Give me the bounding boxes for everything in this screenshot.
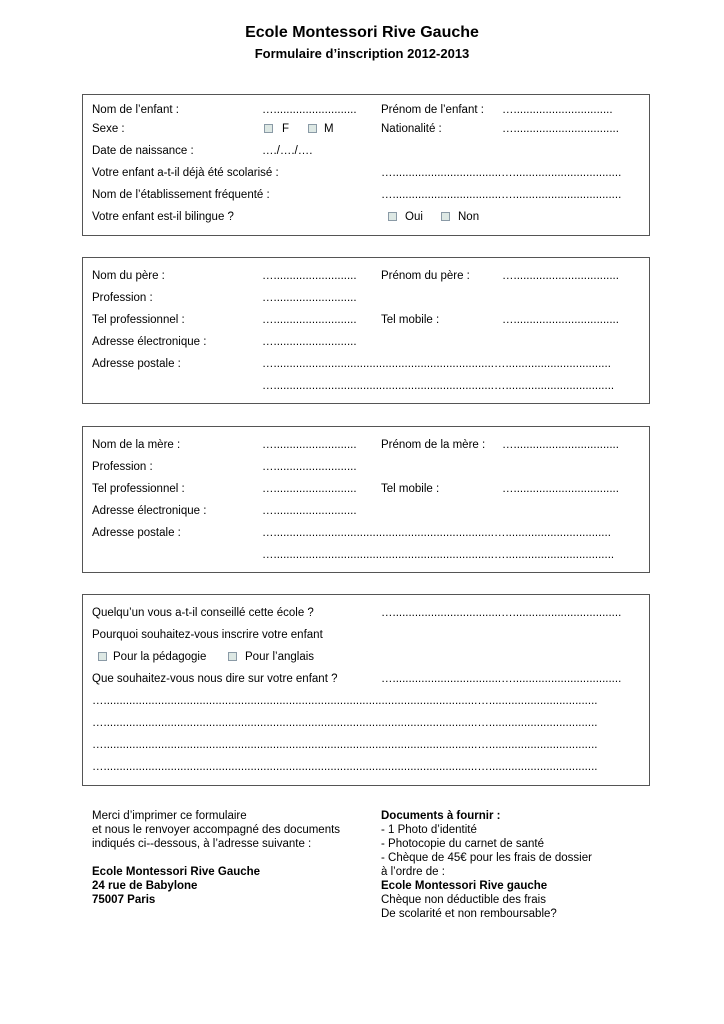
mother-work-phone-label: Tel professionnel : [92, 483, 185, 495]
bilingual-yes-label: Oui [405, 211, 423, 223]
father-address-line1[interactable]: ….....................................................................…................................. [262, 358, 611, 370]
english-checkbox[interactable] [228, 652, 237, 661]
father-address-label: Adresse postale : [92, 358, 181, 370]
sex-m-checkbox[interactable] [308, 124, 317, 133]
sex-f-checkbox[interactable] [264, 124, 273, 133]
document-item: - Photocopie du carnet de santé [381, 838, 545, 850]
referral-field[interactable]: …..................................….................................. [381, 607, 622, 619]
comments-line[interactable]: ….....................................................................................................................….................................. [92, 761, 598, 773]
father-profession-label: Profession : [92, 292, 153, 304]
mother-email-field[interactable]: ….......................... [262, 505, 357, 517]
child-firstname-label: Prénom de l’enfant : [381, 104, 484, 116]
document-note: De scolarité et non remboursable? [381, 908, 557, 920]
father-address-line2[interactable]: ….....................................................................….................................. [262, 380, 615, 392]
father-name-label: Nom du père : [92, 270, 165, 282]
father-mobile-label: Tel mobile : [381, 314, 440, 326]
reason-label: Pourquoi souhaitez-vous inscrire votre enfant [92, 629, 323, 641]
father-work-phone-label: Tel professionnel : [92, 314, 185, 326]
mother-name-field[interactable]: ….......................... [262, 439, 357, 451]
father-work-phone-field[interactable]: ….......................... [262, 314, 357, 326]
pedagogy-label: Pour la pédagogie [113, 651, 207, 663]
questions-section [82, 594, 650, 786]
mother-firstname-label: Prénom de la mère : [381, 439, 486, 451]
document-note: Chèque non déductible des frais [381, 894, 546, 906]
school-name-field[interactable]: …..................................….................................. [381, 189, 622, 201]
footer-text: indiqués ci--dessous, à l’adresse suivante : [92, 838, 312, 850]
schooled-label: Votre enfant a-t-il déjà été scolarisé : [92, 167, 279, 179]
father-firstname-field[interactable]: …................................. [502, 270, 619, 282]
bilingual-no-label: Non [458, 211, 480, 223]
nationality-field[interactable]: …................................. [502, 123, 619, 135]
documents-title: Documents à fournir : [381, 810, 501, 822]
father-mobile-field[interactable]: …................................. [502, 314, 619, 326]
school-address-name: Ecole Montessori Rive Gauche [92, 866, 261, 878]
mother-mobile-field[interactable]: …................................. [502, 483, 619, 495]
mother-profession-label: Profession : [92, 461, 153, 473]
sex-m-label: M [324, 123, 334, 135]
comments-line[interactable]: ….....................................................................................................................….................................. [92, 695, 598, 707]
mother-name-label: Nom de la mère : [92, 439, 181, 451]
footer-text: et nous le renvoyer accompagné des documents [92, 824, 341, 836]
mother-work-phone-field[interactable]: ….......................... [262, 483, 357, 495]
birthdate-field[interactable]: …./…./…. [262, 145, 313, 157]
bilingual-label: Votre enfant est-il bilingue ? [92, 211, 234, 223]
mother-address-line2[interactable]: ….....................................................................….................................. [262, 549, 615, 561]
father-firstname-label: Prénom du père : [381, 270, 470, 282]
father-section [82, 257, 650, 404]
comments-label: Que souhaitez-vous nous dire sur votre enfant ? [92, 673, 338, 685]
father-name-field[interactable]: ….......................... [262, 270, 357, 282]
child-name-label: Nom de l’enfant : [92, 104, 179, 116]
father-email-field[interactable]: ….......................... [262, 336, 357, 348]
sex-label: Sexe : [92, 123, 125, 135]
bilingual-yes-checkbox[interactable] [388, 212, 397, 221]
document-item: à l’ordre de : [381, 866, 445, 878]
document-item: - 1 Photo d’identité [381, 824, 477, 836]
bilingual-no-checkbox[interactable] [441, 212, 450, 221]
birthdate-label: Date de naissance : [92, 145, 194, 157]
child-section [82, 94, 650, 236]
english-label: Pour l’anglais [245, 651, 315, 663]
school-address-city: 75007 Paris [92, 894, 156, 906]
page-subtitle: Formulaire d’inscription 2012-2013 [254, 46, 470, 61]
comments-line[interactable]: ….....................................................................................................................….................................. [92, 717, 598, 729]
sex-f-label: F [282, 123, 290, 135]
mother-section [82, 426, 650, 573]
mother-address-line1[interactable]: ….....................................................................…................................. [262, 527, 611, 539]
mother-email-label: Adresse électronique : [92, 505, 207, 517]
school-address-street: 24 rue de Babylone [92, 880, 198, 892]
comments-field[interactable]: …..................................….................................. [381, 673, 622, 685]
mother-firstname-field[interactable]: …................................. [502, 439, 619, 451]
school-name-label: Nom de l’établissement fréquenté : [92, 189, 270, 201]
father-email-label: Adresse électronique : [92, 336, 207, 348]
mother-profession-field[interactable]: ….......................... [262, 461, 357, 473]
mother-address-label: Adresse postale : [92, 527, 181, 539]
pedagogy-checkbox[interactable] [98, 652, 107, 661]
mother-mobile-label: Tel mobile : [381, 483, 440, 495]
child-name-field[interactable]: ….......................... [262, 104, 357, 116]
comments-line[interactable]: ….....................................................................................................................….................................. [92, 739, 598, 751]
referral-label: Quelqu’un vous a-t-il conseillé cette école ? [92, 607, 314, 619]
child-firstname-field[interactable]: …............................... [502, 104, 613, 116]
document-item: - Chèque de 45€ pour les frais de dossier [381, 852, 592, 864]
nationality-label: Nationalité : [381, 123, 442, 135]
footer-text: Merci d’imprimer ce formulaire [92, 810, 247, 822]
schooled-field[interactable]: …..................................….................................. [381, 167, 622, 179]
page-title: Ecole Montessori Rive Gauche [245, 24, 479, 41]
payee-name: Ecole Montessori Rive gauche [381, 880, 548, 892]
father-profession-field[interactable]: ….......................... [262, 292, 357, 304]
